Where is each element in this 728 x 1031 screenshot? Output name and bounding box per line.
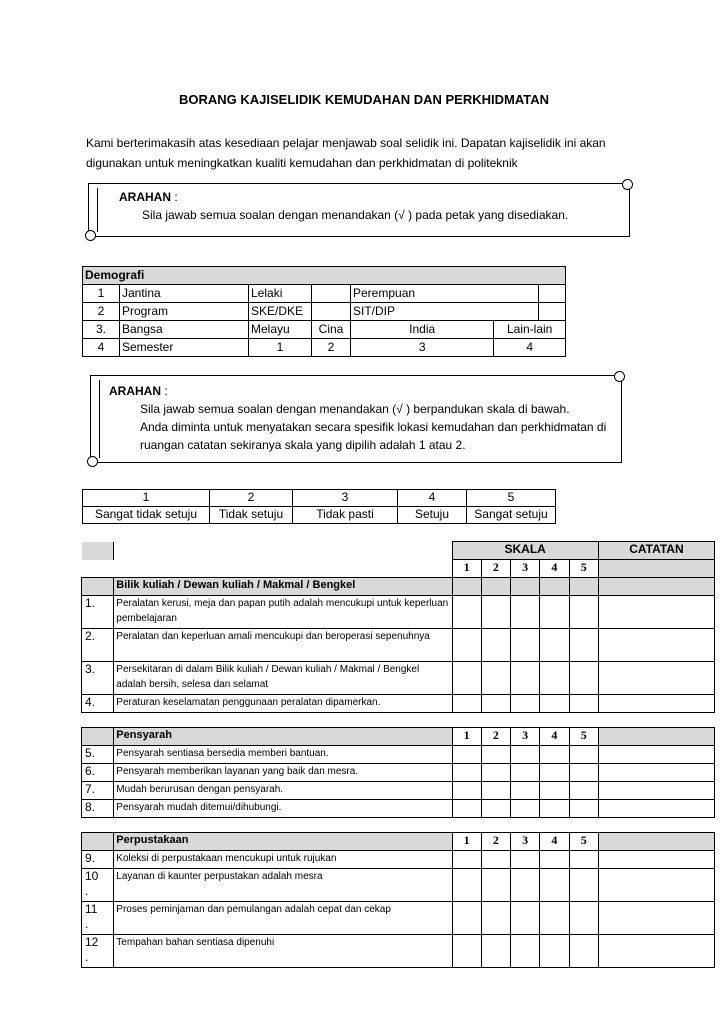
rating-cell[interactable]: [569, 695, 598, 713]
rating-cell[interactable]: [540, 629, 569, 662]
rating-cell[interactable]: [452, 629, 481, 662]
arahan-heading-2: ARAHAN: [109, 384, 161, 398]
rating-cell[interactable]: [569, 935, 598, 968]
section-heading-row: [82, 578, 715, 596]
rating-cell[interactable]: [452, 869, 481, 902]
question-row: [82, 596, 715, 629]
question-number: 3.: [82, 662, 114, 695]
rating-cell[interactable]: [481, 629, 510, 662]
rating-cell[interactable]: [540, 746, 569, 764]
rating-cell[interactable]: [481, 695, 510, 713]
question-text: Peralatan dan keperluan amali mencukupi dan beroperasi sepenuhnya: [114, 629, 452, 662]
checkbox-cell[interactable]: [539, 285, 566, 303]
checkbox-cell[interactable]: [539, 303, 566, 321]
question-text: Peraturan keselamatan penggunaan peralatan dipamerkan.: [114, 695, 452, 713]
section-heading: Perpustakaan: [114, 833, 452, 851]
question-text: Koleksi di perpustakaan mencukupi untuk rujukan: [114, 851, 452, 869]
catatan-cell[interactable]: [598, 869, 714, 902]
rating-cell[interactable]: [511, 764, 540, 782]
rating-cell[interactable]: [569, 869, 598, 902]
rating-cell[interactable]: [540, 851, 569, 869]
demografi-table: [82, 266, 566, 357]
arahan-box-2: ARAHAN : Sila jawab semua soalan dengan menandakan (√ ) berpandukan skala di bawah. Anda diminta untuk menyatakan secara spesifik lokasi kemudahan dan perkhidmatan di ruangan catatan sekiranya skala yang dipilih adalah 1 atau 2.: [90, 375, 622, 463]
rating-cell[interactable]: [452, 746, 481, 764]
intro-text: Kami berterimakasih atas kesediaan pelajar menjawab soal selidik ini. Dapatan kajiselidik ini akan digunakan untuk meningkatkan kualiti kemudahan dan perkhidmatan di politeknik: [86, 136, 606, 170]
section-heading: Pensyarah: [114, 728, 452, 746]
catatan-cell[interactable]: [598, 935, 714, 968]
rating-cell[interactable]: [511, 800, 540, 818]
rating-cell[interactable]: [569, 764, 598, 782]
question-text: Pensyarah sentiasa bersedia memberi bantuan.: [114, 746, 452, 764]
rating-cell[interactable]: [481, 764, 510, 782]
scale-legend-table: 1 2 3 4 5 Sangat tidak setuju Tidak setuju Tidak pasti Setuju Sangat setuju: [82, 489, 556, 524]
question-row: [82, 764, 715, 782]
catatan-heading: CATATAN: [598, 542, 714, 560]
rating-cell[interactable]: [511, 695, 540, 713]
rating-cell[interactable]: [540, 596, 569, 629]
question-number: 9.: [82, 851, 114, 869]
rating-cell[interactable]: [511, 746, 540, 764]
rating-cell[interactable]: [540, 695, 569, 713]
rating-cell[interactable]: [481, 746, 510, 764]
question-number: 2.: [82, 629, 114, 662]
question-text: Proses peminjaman dan pemulangan adalah cepat dan cekap: [114, 902, 452, 935]
rating-cell[interactable]: [511, 902, 540, 935]
rating-cell[interactable]: [511, 935, 540, 968]
rating-cell[interactable]: [452, 800, 481, 818]
question-text: Persekitaran di dalam Bilik kuliah / Dewan kuliah / Makmal / Bengkel adalah bersih, selesa dan selamat: [114, 662, 452, 695]
question-text: Pensyarah mudah ditemui/dihubungi.: [114, 800, 452, 818]
rating-cell[interactable]: [511, 851, 540, 869]
table-row: 4 Semester 1 2 3 4: [83, 339, 566, 357]
section-heading: Bilik kuliah / Dewan kuliah / Makmal / Bengkel: [114, 578, 452, 596]
catatan-cell[interactable]: [598, 764, 714, 782]
arahan-heading-1: ARAHAN: [119, 190, 171, 204]
question-number: 6.: [82, 764, 114, 782]
question-row: [82, 851, 715, 869]
question-number: 7.: [82, 782, 114, 800]
rating-cell[interactable]: [569, 782, 598, 800]
catatan-cell[interactable]: [598, 800, 714, 818]
question-number: 4.: [82, 695, 114, 713]
question-row: [82, 629, 715, 662]
question-text: Mudah berurusan dengan pensyarah.: [114, 782, 452, 800]
question-number: 12 .: [82, 935, 114, 968]
rating-cell[interactable]: [511, 596, 540, 629]
rating-cell[interactable]: [540, 800, 569, 818]
catatan-cell[interactable]: [598, 851, 714, 869]
catatan-cell[interactable]: [598, 782, 714, 800]
question-text: Tempahan bahan sentiasa dipenuhi: [114, 935, 452, 968]
table-row: 2 Program SKE/DKE SIT/DIP: [83, 303, 566, 321]
rating-cell[interactable]: [452, 851, 481, 869]
catatan-cell[interactable]: [598, 596, 714, 629]
rating-cell[interactable]: [569, 662, 598, 695]
demografi-heading: Demografi: [83, 267, 566, 285]
catatan-cell[interactable]: [598, 662, 714, 695]
catatan-cell[interactable]: [598, 746, 714, 764]
rating-cell[interactable]: [481, 935, 510, 968]
arahan-line-2: Anda diminta untuk menyatakan secara spesifik lokasi kemudahan dan perkhidmatan di: [140, 420, 607, 434]
question-number: 11 .: [82, 902, 114, 935]
question-row: [82, 782, 715, 800]
section-heading-row: Pensyarah 1 2 3 4 5: [82, 728, 715, 746]
rating-cell[interactable]: [481, 869, 510, 902]
question-text: Peralatan kerusi, meja dan papan putih adalah mencukupi untuk keperluan pembelajaran: [114, 596, 452, 629]
rating-cell[interactable]: [481, 902, 510, 935]
rating-cell[interactable]: [481, 596, 510, 629]
survey-table: SKALA CATATAN 1 2 3 4 5 Bilik kuliah / Dewan kuliah / Makmal / Bengkel 1. Peralatan kerusi, meja dan papan putih adalah mencukupi untuk keperluan pembelajaran 2. Peralatan dan keperluan amali mencukupi dan beroperasi sepenuhnya 3. Persekitaran di dalam Bilik kuliah / Dewan kuliah / Makmal / Bengkel adalah bersih, selesa dan selamat 4. Peraturan keselamatan penggunaan peralatan dipamerkan. Pensyarah 1 2 3 4 5 5. Pensyarah sentiasa bersedia memberi bantuan. 6. Pensyarah memberikan layanan yang baik dan mesra. 7. Mudah berurusan dengan pensyarah. 8. Pensyarah mudah ditemui/dihubungi. Perpustakaan 1 2 3 4 5 9. Koleksi di perpustakaan mencukupi untuk rujukan 10 . Layanan di kaunter perpustakan adalah mesra 11 . Proses peminjaman dan pemulangan adalah cepat dan cekap 12 . Tempahan bahan sentiasa dipenuhi: [81, 541, 715, 968]
rating-cell[interactable]: [452, 935, 481, 968]
question-number: 5.: [82, 746, 114, 764]
checkbox-cell[interactable]: [312, 303, 351, 321]
page-title: BORANG KAJISELIDIK KEMUDAHAN DAN PERKHIDMATAN: [178, 92, 550, 107]
rating-cell[interactable]: [511, 869, 540, 902]
rating-cell[interactable]: [540, 902, 569, 935]
question-row: [82, 662, 715, 695]
section-heading-row: Perpustakaan 1 2 3 4 5: [82, 833, 715, 851]
rating-cell[interactable]: [569, 746, 598, 764]
rating-cell[interactable]: [452, 902, 481, 935]
rating-cell[interactable]: [481, 782, 510, 800]
catatan-cell[interactable]: [598, 902, 714, 935]
question-row: [82, 800, 715, 818]
rating-cell[interactable]: [569, 851, 598, 869]
question-text: Pensyarah memberikan layanan yang baik dan mesra.: [114, 764, 452, 782]
rating-cell[interactable]: [511, 782, 540, 800]
rating-cell[interactable]: [481, 800, 510, 818]
question-number: 8.: [82, 800, 114, 818]
skala-heading: SKALA: [452, 542, 598, 560]
rating-cell[interactable]: [569, 596, 598, 629]
arahan-line-3: ruangan catatan sekiranya skala yang dipilih adalah 1 atau 2.: [140, 438, 466, 452]
rating-cell[interactable]: [452, 764, 481, 782]
question-row: [82, 746, 715, 764]
question-row: [82, 869, 715, 902]
rating-cell[interactable]: [452, 695, 481, 713]
rating-cell[interactable]: [569, 902, 598, 935]
rating-cell[interactable]: [452, 596, 481, 629]
rating-cell[interactable]: [540, 869, 569, 902]
rating-cell[interactable]: [569, 800, 598, 818]
rating-cell[interactable]: [511, 629, 540, 662]
rating-cell[interactable]: [540, 662, 569, 695]
table-row: 3. Bangsa Melayu Cina India Lain-lain: [83, 321, 566, 339]
rating-cell[interactable]: [481, 662, 510, 695]
arahan-box-1: ARAHAN : Sila jawab semua soalan dengan menandakan (√ ) pada petak yang disediakan.: [88, 183, 630, 237]
rating-cell[interactable]: [540, 935, 569, 968]
table-row: 1 Jantina Lelaki Perempuan: [83, 285, 566, 303]
catatan-cell[interactable]: [598, 695, 714, 713]
arahan-text-1: Sila jawab semua soalan dengan menandakan (√ ) pada petak yang disediakan.: [142, 208, 569, 222]
rating-cell[interactable]: [511, 662, 540, 695]
rating-cell[interactable]: [569, 629, 598, 662]
question-number: 10 .: [82, 869, 114, 902]
rating-cell[interactable]: [540, 782, 569, 800]
catatan-cell[interactable]: [598, 629, 714, 662]
rating-cell[interactable]: [452, 782, 481, 800]
question-text: Layanan di kaunter perpustakan adalah mesra: [114, 869, 452, 902]
arahan-line-1: Sila jawab semua soalan dengan menandakan (√ ) berpandukan skala di bawah.: [140, 402, 570, 416]
question-number: 1.: [82, 596, 114, 629]
question-row: [82, 935, 715, 968]
rating-cell[interactable]: [540, 764, 569, 782]
rating-cell[interactable]: [481, 851, 510, 869]
question-row: [82, 695, 715, 713]
checkbox-cell[interactable]: [312, 285, 351, 303]
rating-cell[interactable]: [452, 662, 481, 695]
question-row: [82, 902, 715, 935]
